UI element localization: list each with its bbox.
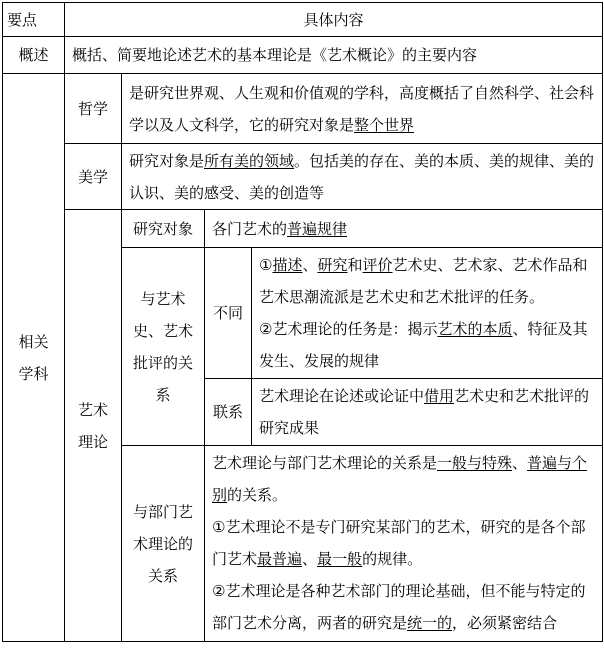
overview-label: 概述: [3, 37, 65, 74]
research-object-label: 研究对象: [122, 210, 205, 248]
department-theory-label: 与部门艺术理论的关系: [122, 446, 205, 642]
philosophy-object: 整个世界: [354, 115, 415, 134]
department-point-1: ①艺术理论不是专门研究某部门的艺术，研究的是各个部门艺术最普遍、最一般的规律。: [212, 518, 586, 568]
connection-text: 艺术理论在论述或论证中借用艺术史和艺术批评的研究成果: [252, 379, 603, 446]
philosophy-label: 哲学: [65, 74, 122, 144]
overview-text: 概括、简要地论述艺术的基本理论是《艺术概论》的主要内容: [65, 37, 603, 74]
related-subjects-label: 相关学科: [3, 74, 65, 642]
department-point-2: ②艺术理论是各种艺术部门的理论基础，但不能与特定的部门艺术分离，两者的研究是统一的，必须紧密结合: [212, 582, 586, 632]
difference-point-2: ②艺术理论的任务是：揭示艺术的本质、特征及其发生、发展的规律: [259, 320, 588, 370]
research-object-text: 各门艺术的普遍规律: [205, 210, 603, 248]
connection-label: 联系: [205, 379, 252, 446]
history-criticism-label: 与艺术史、艺术批评的关系: [122, 248, 205, 446]
aesthetics-text: 研究对象是所有美的领域。包括美的存在、美的本质、美的规律、美的认识、美的感受、美的创造等: [122, 144, 603, 210]
art-theory-label: 艺术理论: [65, 210, 122, 642]
connection-borrow: 借用: [424, 387, 455, 405]
research-object-underlined: 普遍规律: [287, 219, 348, 238]
department-theory-text: [205, 446, 603, 642]
content-table: [2, 2, 603, 642]
aesthetics-object: 所有美的领域: [204, 151, 295, 170]
aesthetics-label: 美学: [65, 144, 122, 210]
difference-label: 不同: [205, 248, 252, 379]
department-point-0: 艺术理论与部门艺术理论的关系是一般与特殊、普遍与个别的关系。: [212, 454, 588, 504]
header-key-point: 要点: [3, 3, 65, 37]
difference-point-1: ①描述、研究和评价艺术史、艺术家、艺术作品和艺术思潮流派是艺术史和艺术批评的任务。: [259, 256, 588, 306]
philosophy-text: 是研究世界观、人生观和价值观的学科，高度概括了自然科学、社会科学以及人文科学，它的研究对象是整个世界: [122, 74, 603, 144]
difference-text: [252, 248, 603, 379]
header-content: 具体内容: [65, 3, 603, 37]
